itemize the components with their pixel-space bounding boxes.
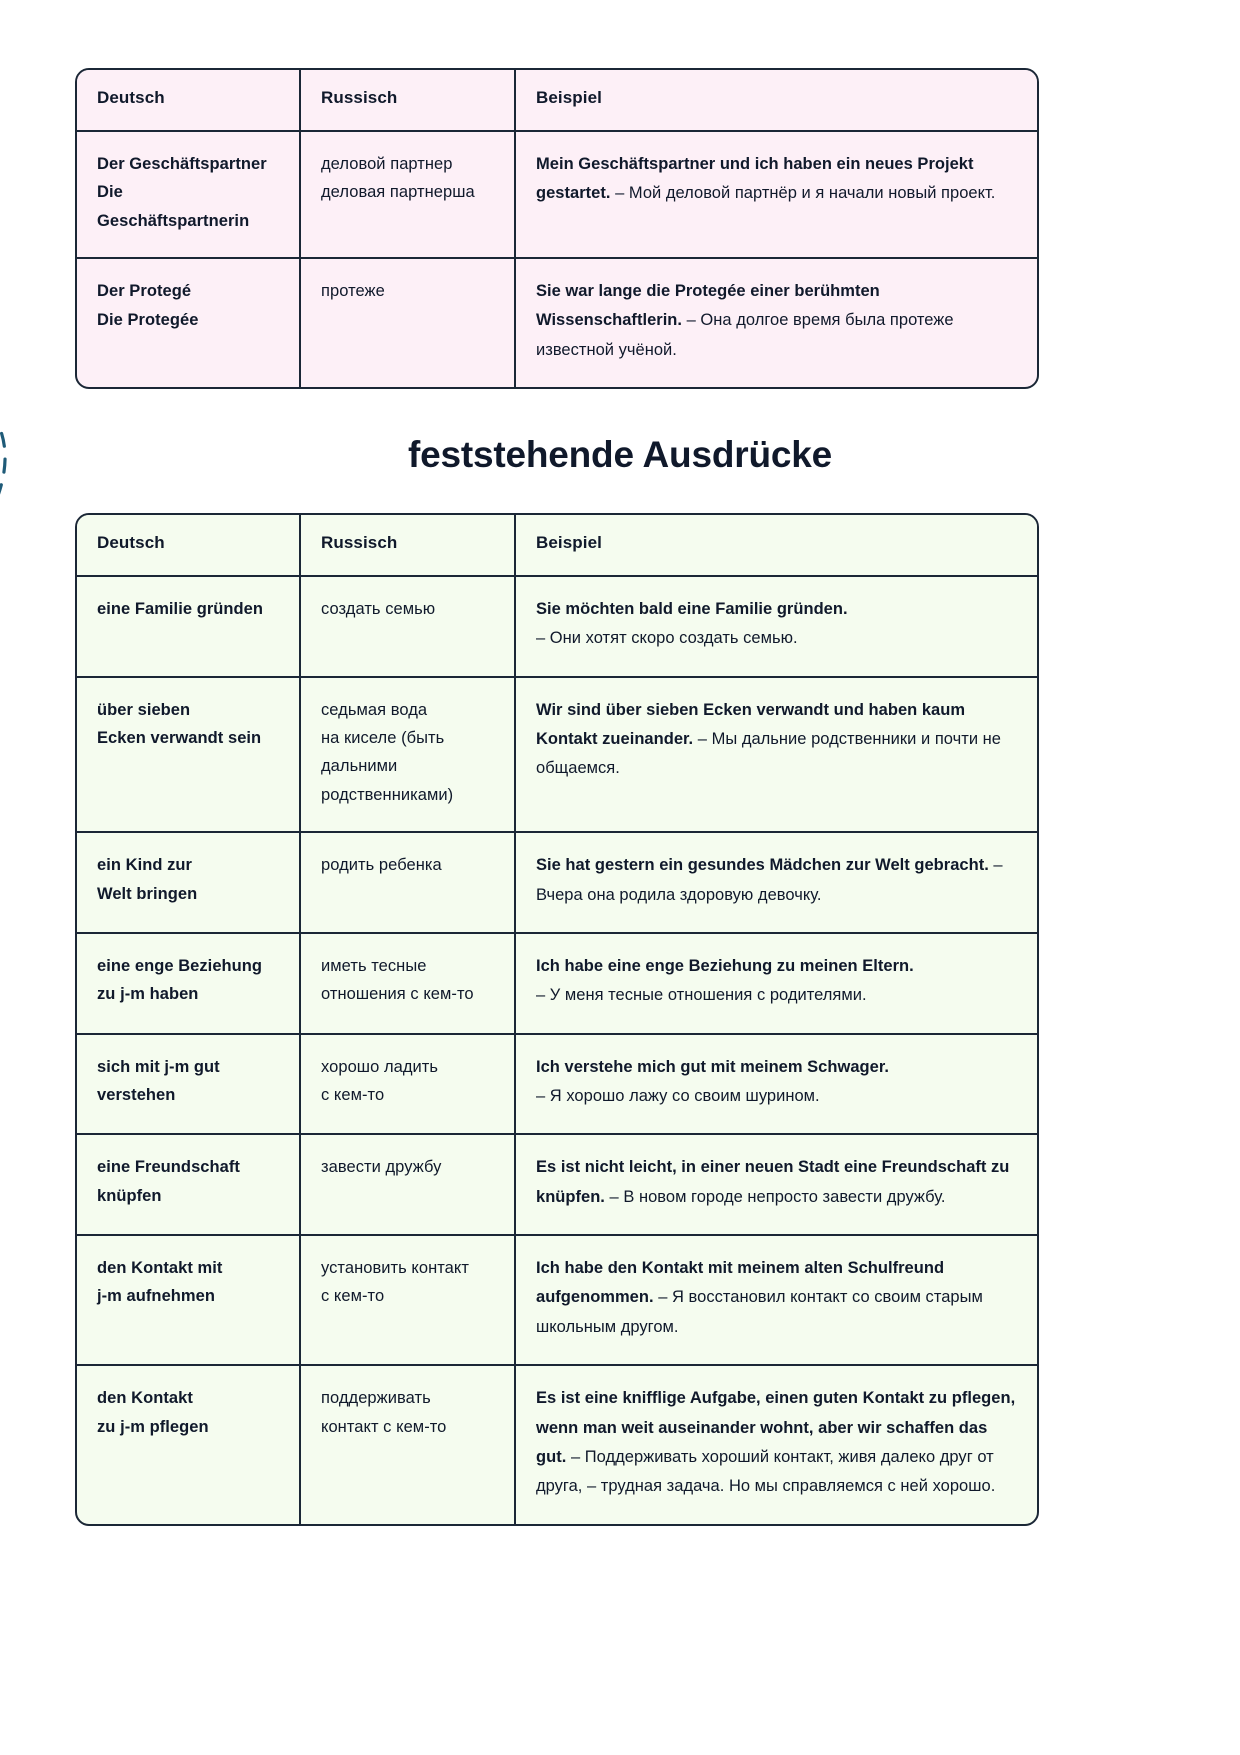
example-russian: – Мой деловой партнёр и я начали новый проект. [615, 184, 996, 203]
example-german: Es ist nicht leicht, in einer neuen Stadt eine Freundschaft zu knüpfen. [536, 1158, 1010, 1206]
cell-russian-term: установить контакт с кем-то [301, 1236, 516, 1366]
table-row [77, 1366, 1037, 1523]
cell-german-term: eine enge Beziehung zu j-m haben [77, 934, 301, 1035]
example-german: Es ist eine knifflige Aufgabe, einen guten Kontakt zu pflegen, wenn man weit auseinander wohnt, aber wir schaffen das gut. [536, 1389, 1016, 1466]
example-russian: – Я восстановил контакт со своим старым школьным другом. [536, 1288, 983, 1336]
table-row [77, 132, 1037, 259]
cell-russian-term: завести дружбу [301, 1135, 516, 1236]
cell-german-term: Der Protegé Die Protegée [77, 259, 301, 387]
cell-german-term: den Kontakt mit j-m aufnehmen [77, 1236, 301, 1366]
cell-example [516, 577, 1037, 678]
example-russian: – У меня тесные отношения с родителями. [536, 986, 867, 1005]
table-row [77, 1135, 1037, 1236]
cell-russian-term: протеже [301, 259, 516, 387]
section-title: feststehende Ausdrücke [408, 434, 832, 475]
cell-russian-term: седьмая вода на киселе (быть дальними родственниками) [301, 678, 516, 834]
example-german: Ich verstehe mich gut mit meinem Schwager. [536, 1057, 889, 1076]
table-expressions-section [75, 513, 1035, 1526]
cell-russian-term: деловой партнер деловая партнерша [301, 132, 516, 259]
example-german: Mein Geschäftspartner und ich haben ein neues Projekt gestartet. [536, 155, 974, 203]
column-header-russisch: Russisch [301, 515, 516, 577]
table-nouns-section [75, 68, 1035, 389]
cell-german-term: sich mit j-m gut verstehen [77, 1035, 301, 1136]
table-header-row [77, 515, 1037, 577]
column-header-beispiel: Beispiel [516, 515, 1037, 577]
cell-german-term: über sieben Ecken verwandt sein [77, 678, 301, 834]
table-row [77, 577, 1037, 678]
cell-german-term: Der Geschäftspartner Die Geschäftspartnerin [77, 132, 301, 259]
cell-example [516, 259, 1037, 387]
example-russian: – В новом городе непросто завести дружбу. [609, 1187, 946, 1206]
cell-example [516, 1236, 1037, 1366]
cell-russian-term: иметь тесные отношения с кем-то [301, 934, 516, 1035]
table-row [77, 1035, 1037, 1136]
cell-example [516, 1366, 1037, 1523]
table-row [77, 259, 1037, 387]
cell-russian-term: родить ребенка [301, 833, 516, 934]
cell-example [516, 132, 1037, 259]
cell-russian-term: поддерживать контакт с кем-то [301, 1366, 516, 1523]
example-russian: – Я хорошо лажу со своим шурином. [536, 1087, 820, 1106]
column-header-russisch: Russisch [301, 70, 516, 132]
table-row [77, 1236, 1037, 1366]
column-header-deutsch: Deutsch [77, 70, 301, 132]
table-header-row [77, 70, 1037, 132]
cell-example [516, 678, 1037, 834]
cell-german-term: eine Familie gründen [77, 577, 301, 678]
cell-german-term: den Kontakt zu j-m pflegen [77, 1366, 301, 1523]
cell-russian-term: хорошо ладить с кем-то [301, 1035, 516, 1136]
cell-example [516, 833, 1037, 934]
table-row [77, 833, 1037, 934]
vocab-table-nouns [75, 68, 1039, 389]
example-german: Sie war lange die Protegée einer berühmten Wissenschaftlerin. [536, 282, 880, 330]
example-russian: – Вчера она родила здоровую девочку. [536, 856, 1003, 904]
cell-example [516, 1035, 1037, 1136]
example-russian: – Она долгое время была протеже известной учёной. [536, 311, 954, 359]
cell-german-term: eine Freundschaft knüpfen [77, 1135, 301, 1236]
table-row [77, 678, 1037, 834]
example-russian: – Они хотят скоро создать семью. [536, 629, 798, 648]
example-german: Sie hat gestern ein gesundes Mädchen zur Welt gebracht. [536, 856, 989, 875]
column-header-deutsch: Deutsch [77, 515, 301, 577]
example-german: Ich habe eine enge Beziehung zu meinen Eltern. [536, 956, 914, 975]
example-russian: – Поддерживать хороший контакт, живя далеко друг от друга, – трудная задача. Но мы справляемся с ней хорошо. [536, 1447, 996, 1496]
cell-example [516, 934, 1037, 1035]
column-header-beispiel: Beispiel [516, 70, 1037, 132]
example-german: Ich habe den Kontakt mit meinem alten Schulfreund aufgenommen. [536, 1259, 945, 1307]
vocab-table-expressions [75, 513, 1039, 1526]
cell-example [516, 1135, 1037, 1236]
cell-german-term: ein Kind zur Welt bringen [77, 833, 301, 934]
table-row [77, 934, 1037, 1035]
cell-russian-term: создать семью [301, 577, 516, 678]
example-german: Wir sind über sieben Ecken verwandt und haben kaum Kontakt zueinander. [536, 700, 966, 749]
example-russian: – Мы дальние родственники и почти не общаемся. [536, 730, 1001, 778]
example-german: Sie möchten bald eine Familie gründen. [536, 600, 848, 618]
